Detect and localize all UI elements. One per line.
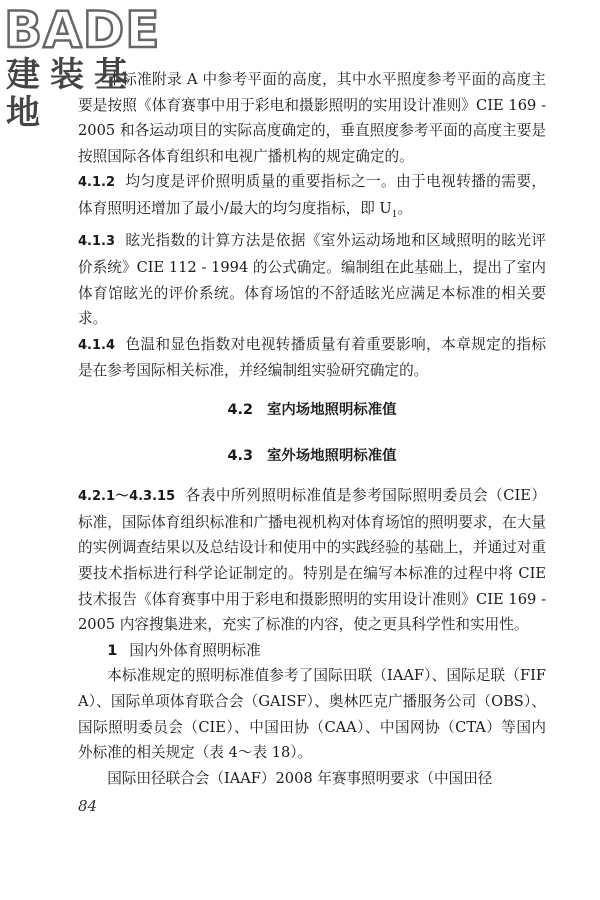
section-number: 4.2 — [227, 402, 253, 419]
clause-number: 4.2.1～4.3.15 — [78, 489, 176, 505]
clause-number: 4.1.3 — [78, 234, 116, 250]
paragraph-standards-reference — [78, 663, 546, 765]
paragraph-text: 国际田径联合会（IAAF）2008 年赛事照明要求（中国田径 — [107, 769, 493, 787]
subsection-heading — [78, 638, 546, 664]
section-number: 4.3 — [227, 447, 253, 464]
clause-number: 4.1.4 — [78, 337, 116, 353]
clause-text: 各表中所列照明标准值是参考国际照明委员会（CIE）标准，国际体育组织标准和广播电视机构对体育场馆的照明要求，在大量的实例调查结果以及总结设计和使用中的实践经验的基础上，并通过对重要技术指标进行科学论证制定的。特别是在编写本标准的过程中将 CIE 技术报告《体育赛事中用于彩电和摄影照明的实用设计准则》CIE 169 - 2005 内容搜集进来，充实了标准的内容，使之更具科学性和实用性。 — [78, 487, 546, 634]
section-heading-4-3 — [78, 444, 546, 470]
section-title: 室外场地照明标准值 — [266, 447, 397, 464]
clause-number: 4.1.2 — [78, 175, 116, 191]
watermark-logo-latin: BADE — [4, 1, 161, 59]
subscript: 1 — [391, 209, 398, 220]
clause-4-1-4 — [78, 332, 546, 384]
paragraph-text: 本标准附录 A 中参考平面的高度，其中水平照度参考平面的高度主要是按照《体育赛事中用于彩电和摄影照明的实用设计准则》CIE 169 - 2005 和各运动项目的实际高度确定的，垂直照度参考平面的高度主要是按照国际各体育组织和电视广播机构的规定确定的。 — [78, 71, 546, 165]
clause-text: 均匀度是评价照明质量的重要指标之一。由于电视转播的需要，体育照明还增加了最小/最大的均匀度指标，即 U — [78, 173, 546, 217]
clause-4-1-2 — [78, 169, 546, 228]
clause-text: 色温和显色指数对电视转播质量有着重要影响，本章规定的指标是在参考国际相关标准，并经编制组实验研究确定的。 — [78, 335, 546, 380]
watermark-logo — [4, 1, 174, 133]
paragraph-iaaf — [78, 766, 546, 792]
clause-text: 眩光指数的计算方法是依据《室外运动场地和区域照明的眩光评价系统》CIE 112 - 1994 的公式确定。编制组在此基础上，提出了室内体育馆眩光的评价系统。体育场馆的不舒适眩光应满足本标准的相关要求。 — [78, 232, 546, 328]
subsection-title: 国内外体育照明标准 — [129, 641, 261, 659]
section-heading-4-2 — [78, 398, 546, 424]
paragraph-text: 本标准规定的照明标准值参考了国际田联（IAAF）、国际足联（FIFA）、国际单项体育联合会（GAISF）、奥林匹克广播服务公司（OBS）、国际照明委员会（CIE）、中国田协（CAA）、中国网协（CTA）等国内外标准的相关规定（表 4～表 18）。 — [78, 667, 546, 762]
subsection-number: 1 — [107, 641, 118, 659]
watermark-logo-cjk: 建装基地 — [6, 55, 138, 133]
clause-end: 。 — [397, 199, 413, 217]
clause-4-1-3 — [78, 228, 546, 331]
clause-4-2-1-to-4-3-15 — [78, 483, 546, 638]
page-content — [78, 67, 546, 791]
page-number: 84 — [78, 797, 98, 815]
section-title: 室内场地照明标准值 — [266, 402, 397, 419]
